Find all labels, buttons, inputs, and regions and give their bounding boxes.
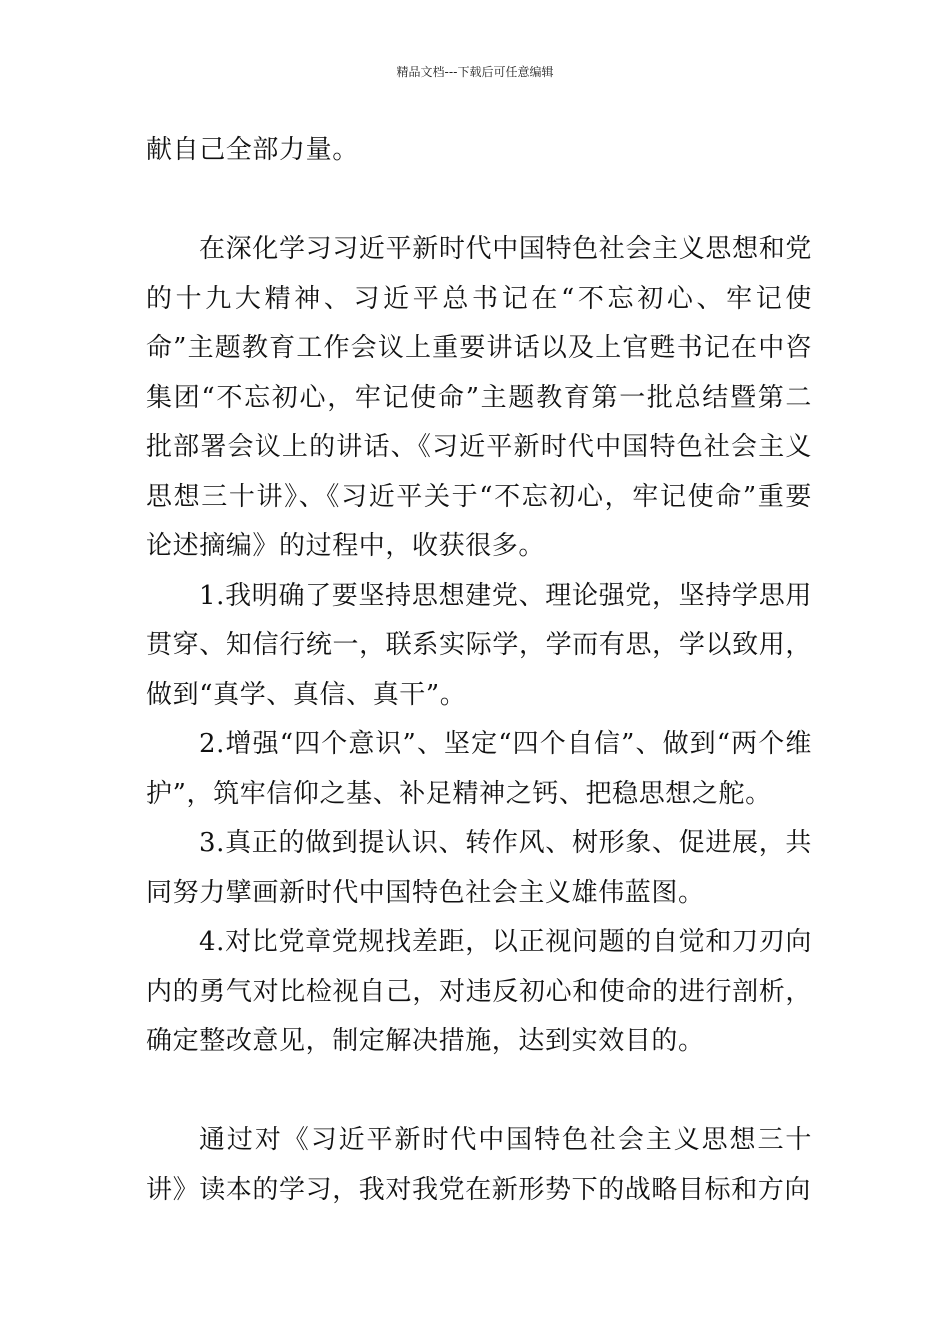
document-body [146, 126, 812, 1215]
list-item-1: 1.我明确了要坚持思想建党、理论强党，坚持学思用贯穿、知信行统一，联系实际学，学而有思，学以致用，做到“真学、真信、真干”。 [146, 580, 812, 710]
list-item-3: 3.真正的做到提认识、转作风、树形象、促进展，共同努力擘画新时代中国特色社会主义雄伟蓝图。 [146, 828, 812, 908]
page-header: 精品文档---下载后可任意编辑 [396, 65, 554, 79]
list-item-2: 2.增强“四个意识”、坚定“四个自信”、做到“两个维护”，筑牢信仰之基、补足精神之钙、把稳思想之舵。 [146, 729, 812, 809]
paragraph-study-intro: 在深化学习习近平新时代中国特色社会主义思想和党的十九大精神、习近平总书记在“不忘初心、牢记使命”主题教育工作会议上重要讲话以及上官甦书记在中咨集团“不忘初心，牢记使命”主题教育第一批总结暨第二批部署会议上的讲话、《习近平新时代中国特色社会主义思想三十讲》、《习近平关于“不忘初心，牢记使命”重要论述摘编》的过程中，收获很多。 [146, 234, 812, 561]
paragraph-gap [146, 176, 812, 226]
paragraph-reading: 通过对《习近平新时代中国特色社会主义思想三十讲》读本的学习，我对我党在新形势下的战略目标和方向 [146, 1125, 812, 1205]
list-item-4: 4.对比党章党规找差距，以正视问题的自觉和刀刃向内的勇气对比检视自己，对违反初心和使命的进行剖析，确定整改意见，制定解决措施，达到实效目的。 [146, 927, 812, 1056]
paragraph-continuation: 献自己全部力量。 [146, 135, 359, 165]
paragraph-gap [146, 1067, 812, 1117]
